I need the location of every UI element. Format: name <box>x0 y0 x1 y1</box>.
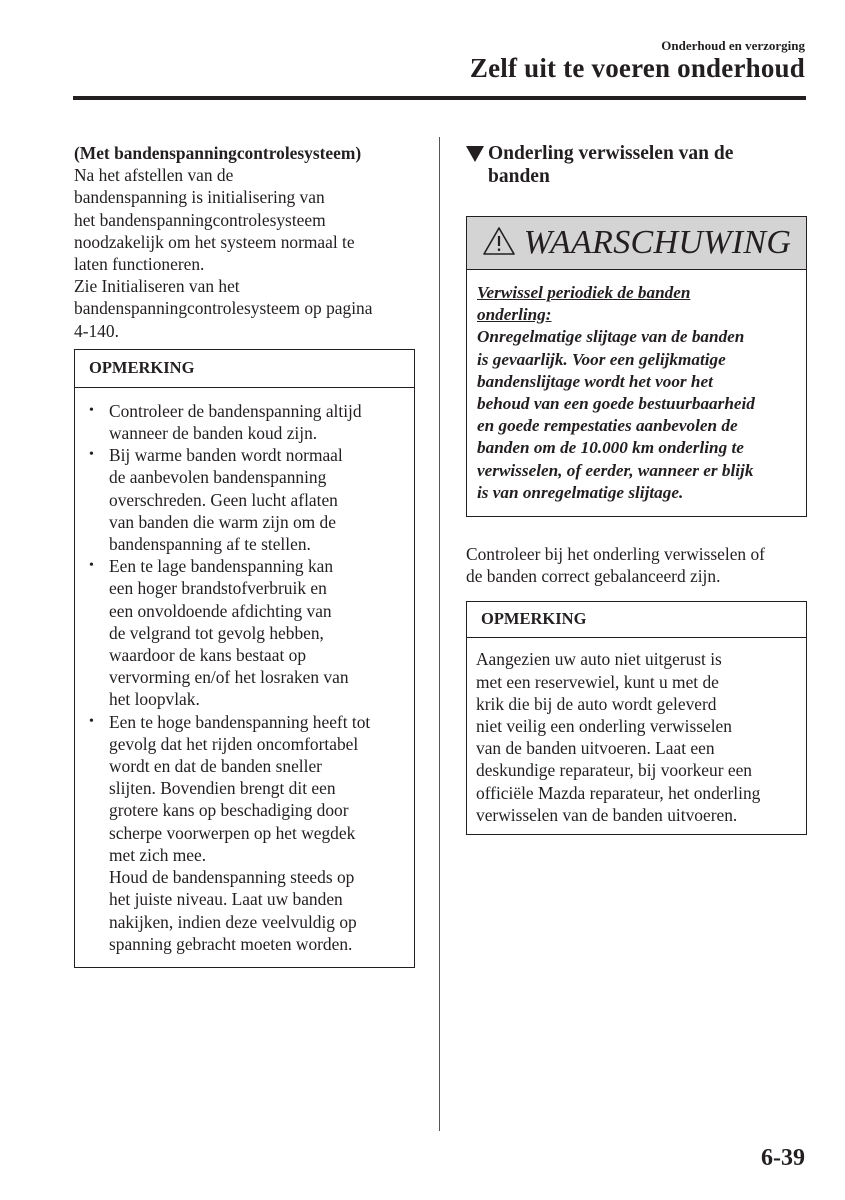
text-line: behoud van een goede bestuurbaarheid <box>477 394 755 414</box>
text-line: het loopvlak. <box>109 689 200 710</box>
text-line: wanneer de banden koud zijn. <box>109 423 318 444</box>
warning-triangle-icon <box>482 226 516 261</box>
note-heading: OPMERKING <box>467 602 806 638</box>
warning-body <box>467 270 806 516</box>
text-line: en goede rempestaties aanbevolen de <box>477 416 738 436</box>
text-line: waardoor de kans bestaat op <box>109 645 307 666</box>
text-line: Bij warme banden wordt normaal <box>109 445 343 466</box>
text-line: banden <box>488 166 550 187</box>
page-title: Zelf uit te voeren onderhoud <box>469 53 805 83</box>
warning-box <box>466 216 807 517</box>
list-item <box>87 555 408 710</box>
text-line: de aanbevolen bandenspanning <box>109 467 327 488</box>
text-line: Verwissel periodiek de banden <box>477 283 691 302</box>
text-line: nakijken, indien deze veelvuldig op <box>109 911 357 932</box>
text-line: grotere kans op beschadiging door <box>109 800 349 821</box>
left-subheading: (Met bandenspanningcontrolesysteem) <box>74 143 362 163</box>
text-line: 4-140. <box>74 320 119 341</box>
text-line: deskundige reparateur, bij voorkeur een <box>476 760 752 781</box>
text-line: niet veilig een onderling verwisselen <box>476 716 732 737</box>
text-line: noodzakelijk om het systeem normaal te <box>74 231 355 252</box>
text-line: Na het afstellen van de <box>74 165 234 186</box>
text-line: verwisselen van de banden uitvoeren. <box>476 804 738 825</box>
text-line: Controleer bij het onderling verwisselen of <box>466 544 765 565</box>
text-line: Onderling verwisselen van de <box>488 143 734 164</box>
header-section-title: Onderhoud en verzorging <box>661 38 805 53</box>
text-line: scherpe voorwerpen op het wegdek <box>109 822 356 843</box>
text-line: Controleer de bandenspanning altijd <box>109 400 362 421</box>
text-line: krik die bij de auto wordt geleverd <box>476 693 717 714</box>
note-extra-paragraph <box>87 866 408 955</box>
page-number: 6-39 <box>761 1145 805 1171</box>
list-item <box>87 444 408 555</box>
text-line: verwisselen, of eerder, wanneer er blijk <box>477 460 754 480</box>
warning-header <box>467 217 806 270</box>
text-line: spanning gebracht moeten worden. <box>109 933 353 954</box>
header-rule <box>73 96 806 100</box>
text-line: bandenspanning is initialisering van <box>74 187 325 208</box>
bullet-icon: • <box>89 447 94 463</box>
text-line: overschreden. Geen lucht aflaten <box>109 489 338 510</box>
note-body <box>75 388 414 967</box>
list-item <box>87 711 408 866</box>
bullet-list <box>87 400 408 866</box>
text-line: Onregelmatige slijtage van de banden <box>477 327 745 347</box>
bullet-icon: • <box>89 713 94 729</box>
text-line: bandenspanningcontrolesysteem op pagina <box>74 298 373 319</box>
text-line: Zie Initialiseren van het <box>74 276 240 297</box>
text-line: Een te hoge bandenspanning heeft tot <box>109 711 371 732</box>
left-paragraph <box>74 164 416 342</box>
text-line: een onvoldoende afdichting van <box>109 600 332 621</box>
note-box <box>74 349 415 968</box>
warning-label: WAARSCHUWING <box>523 224 792 261</box>
text-line: gevolg dat het rijden oncomfortabel <box>109 733 359 754</box>
text-line: slijten. Bovendien brengt dit een <box>109 778 336 799</box>
text-line: het bandenspanningcontrolesysteem <box>74 209 326 230</box>
left-column <box>74 142 416 968</box>
right-paragraph <box>466 543 806 587</box>
text-line: Een te lage bandenspanning kan <box>109 556 334 577</box>
text-line: met een reservewiel, kunt u met de <box>476 671 719 692</box>
text-line: laten functioneren. <box>74 254 205 275</box>
text-line: banden om de 10.000 km onderling te <box>477 438 744 458</box>
section-heading <box>466 142 806 188</box>
text-line: wordt en dat de banden sneller <box>109 756 322 777</box>
text-line: Aangezien uw auto niet uitgerust is <box>476 649 722 670</box>
text-line: met zich mee. <box>109 844 207 865</box>
right-column <box>466 142 806 835</box>
note-body <box>467 638 806 834</box>
column-divider <box>439 137 440 1131</box>
text-line: bandenspanning af te stellen. <box>109 534 311 555</box>
text-line: vervorming en/of het losraken van <box>109 667 349 688</box>
text-line: officiële Mazda reparateur, het onderling <box>476 782 761 803</box>
text-line: is gevaarlijk. Voor een gelijkmatige <box>477 349 726 369</box>
down-triangle-icon <box>466 142 488 168</box>
text-line: onderling: <box>477 305 552 325</box>
text-line: van banden die warm zijn om de <box>109 511 336 532</box>
text-line: het juiste niveau. Laat uw banden <box>109 889 343 910</box>
text-line: de banden correct gebalanceerd zijn. <box>466 566 721 587</box>
section-heading-text <box>488 142 806 188</box>
bullet-icon: • <box>89 558 94 574</box>
text-line: een hoger brandstofverbruik en <box>109 578 327 599</box>
text-line: is van onregelmatige slijtage. <box>477 482 684 502</box>
text-line: Houd de bandenspanning steeds op <box>109 867 355 888</box>
bullet-icon: • <box>89 402 94 418</box>
note-box <box>466 601 807 835</box>
text-line: van de banden uitvoeren. Laat een <box>476 738 715 759</box>
list-item <box>87 400 408 444</box>
note-heading: OPMERKING <box>75 350 414 388</box>
text-line: bandenslijtage wordt het voor het <box>477 371 713 391</box>
text-line: de velgrand tot gevolg hebben, <box>109 622 324 643</box>
